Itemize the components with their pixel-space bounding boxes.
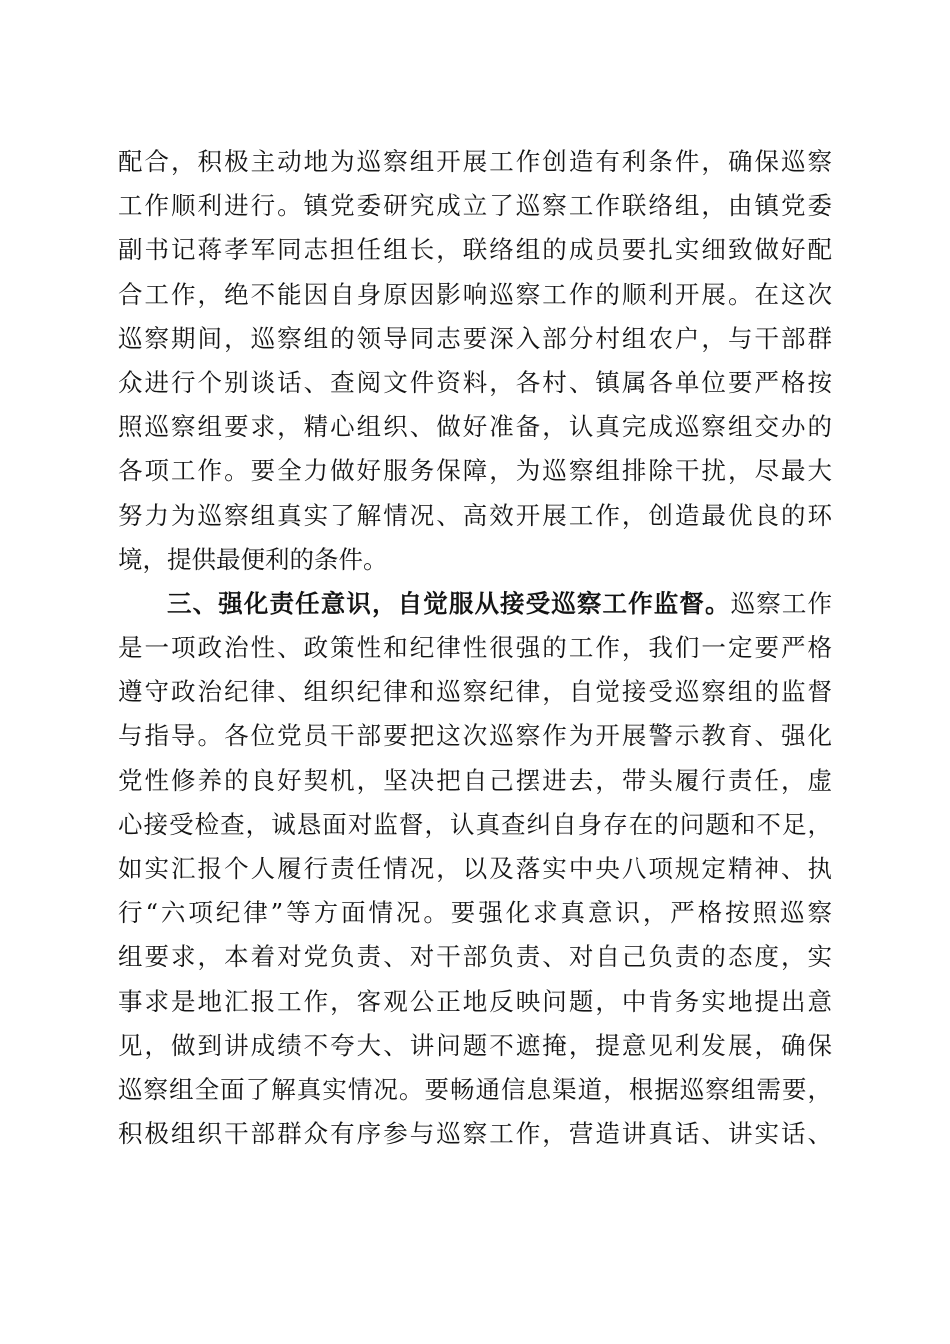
text-line: 照巡察组要求，精心组织、做好准备，认真完成巡察组交办的 [118, 412, 832, 442]
text-line: 努力为巡察组真实了解情况、高效开展工作，创造最优良的环 [118, 500, 832, 530]
text-line: 配合，积极主动地为巡察组开展工作创造有利条件，确保巡察 [118, 147, 832, 176]
text-line: 合工作，绝不能因自身原因影响巡察工作的顺利开展。在这次 [118, 279, 832, 309]
text-line: 见，做到讲成绩不夸大、讲问题不遮掩，提意见利发展，确保 [118, 1030, 832, 1060]
text-line: 事求是地汇报工作，客观公正地反映问题，中肯务实地提出意 [118, 986, 832, 1016]
text-line: 境，提供最便利的条件。 [118, 544, 388, 574]
text-line: 众进行个别谈话、查阅文件资料，各村、镇属各单位要严格按 [118, 367, 832, 397]
text-line: 如实汇报个人履行责任情况，以及落实中央八项规定精神、执 [118, 854, 832, 883]
text-line: 组要求，本着对党负责、对干部负责、对自己负责的态度，实 [118, 942, 832, 972]
text-line: 与指导。各位党员干部要把这次巡察作为开展警示教育、强化 [118, 721, 832, 751]
text-line: 工作顺利进行。镇党委研究成立了巡察工作联络组，由镇党委 [118, 191, 832, 221]
text-line: 副书记蒋孝军同志担任组长，联络组的成员要扎实细致做好配 [118, 235, 832, 265]
text-line: 各项工作。要全力做好服务保障，为巡察组排除干扰，尽最大 [118, 456, 832, 486]
text-line: 心接受检查，诚恳面对监督，认真查纠自身存在的问题和不足， [118, 809, 832, 839]
heading-line-rest: 巡察工作 [730, 588, 832, 618]
text-line: 行“六项纪律”等方面情况。要强化求真意识，严格按照巡察 [118, 898, 832, 928]
text-line: 是一项政治性、政策性和纪律性很强的工作，我们一定要严格 [118, 633, 832, 663]
text-line: 巡察期间，巡察组的领导同志要深入部分村组农户，与干部群 [118, 323, 832, 353]
section-heading-line [118, 582, 832, 626]
document-body [118, 140, 832, 1156]
text-line: 党性修养的良好契机，坚决把自己摆进去，带头履行责任，虚 [118, 765, 832, 795]
text-line: 巡察组全面了解真实情况。要畅通信息渠道，根据巡察组需要， [118, 1074, 832, 1104]
text-line: 遵守政治纪律、组织纪律和巡察纪律，自觉接受巡察组的监督 [118, 677, 832, 707]
section-heading: 三、强化责任意识，自觉服从接受巡察工作监督。 [167, 588, 731, 618]
text-line: 积极组织干部群众有序参与巡察工作，营造讲真话、讲实话、 [118, 1119, 832, 1149]
